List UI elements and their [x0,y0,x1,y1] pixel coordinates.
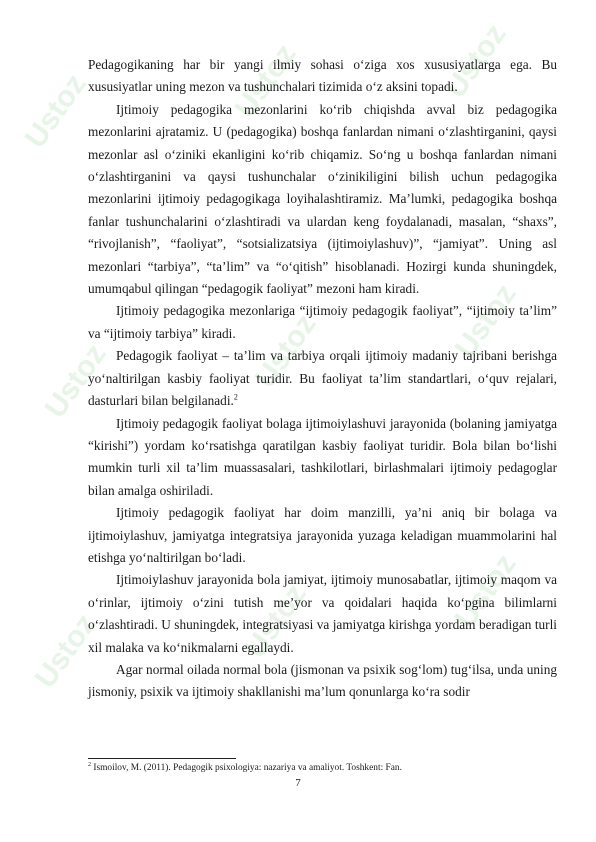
watermark-mark: Ustoz [448,278,523,365]
footnote [88,762,557,774]
watermark-mark: Ustoz [18,68,93,155]
paragraph-1: Pedagogikaning har bir yangi ilmiy sohasi o‘ziga xos xususiyatlarga ega. Bu xususiyatlar uning mezon va tushunchalari tizimida o‘z aksini topadi. [88,57,557,95]
paragraph-4-text: Pedagogik faoliyat – ta’lim va tarbiya orqali ijtimoiy madaniy tajribani berishga yo‘naltirilgan kasbiy faoliyat turidir. Bu faoliyat ta’lim standartlari, o‘quv rejalari, dasturlari bilan belgilanadi. [88,348,557,409]
paragraph-3: Ijtimoiy pedagogika mezonlariga “ijtimoiy pedagogik faoliyat”, “ijtimoiy ta’lim” va “ijtimoiy tarbiya” kiradi. [88,303,557,341]
watermark-mark: Ustoz [28,608,103,695]
paragraph-8: Agar normal oilada normal bola (jismonan va psixik sog‘lom) tug‘ilsa, unda uning jismoniy, psixik va ijtimoiy shakllanishi ma’lum qonunlarga ko‘ra sodir [88,661,557,700]
watermark-mark: Ustoz [438,18,513,105]
paragraph-6: Ijtimoiy pedagogik faoliyat har doim manzilli, ya’ni aniq bir bolaga va ijtimoiylashuv, jamiyatga integratsiya jarayonida yuzaga keladigan muammolarini hal etishga yo‘naltirilgan bo‘ladi. [88,505,557,565]
footnote-divider [88,758,236,759]
paragraph-5: Ijtimoiy pedagogik faoliyat bolaga ijtimoiylashuvi jarayonida (bolaning jamiyatga “kirishi”) yordam ko‘rsatishga qaratilgan kasbiy faoliyat turidir. Bola bilan bo‘lishi mumkin turli xil ta’lim muassasalari, tashkilotlari, birlashmalari ijtimoiy pedagoglar bilan amalga oshiriladi. [88,415,557,498]
footnote-text: Ismoilov, M. (2011). Pedagogik psixologiya: nazariya va amaliyot. Toshkent: Fan. [91,763,402,773]
watermark-mark: Ustoz [228,38,303,125]
watermark-mark: Ustoz [238,578,313,665]
watermark-mark: Ustoz [448,548,523,635]
paragraph-7: Ijtimoiylashuv jarayonida bola jamiyat, ijtimoiy munosabatlar, ijtimoiy maqom va o‘rinlar, ijtimoiy o‘zini tutish me’yor va qoidalari haqida ko‘pgina bilimlarni o‘zlashtiradi. U shuningdek, integratsiyasi va jamiyatga kirishga yordam beradigan turli xil malaka va ko‘nikmalarni egallaydi. [88,572,557,655]
page-body [88,54,557,704]
paragraph-2: Ijtimoiy pedagogika mezonlarini ko‘rib chiqishda avval biz pedagogika mezonlarini ajratamiz. U (pedagogika) boshqa fanlardan nimani o‘zlashtirganini, qaysi mezonlar asl o‘ziniki ekanligini ko‘rib chiqamiz. So‘ng u boshqa fanlardan nimani o‘zlashtirganini va qaysi tushunchalar o‘zinikiligini bilish uchun pedagogika mezonlarini ijtimoiy pedagogikaga loyihalashtiramiz. Ma’lumki, pedagogika boshqa fanlar tushunchalarini o‘zlashtiradi va ulardan keng foydalanadi, masalan, “shaxs”, “rivojlanish”, “faoliyat”, “sotsializatsiya (ijtimoiylashuv)”, “jamiyat”. Uning asl mezonlari “tarbiya”, “ta’lim” va “o‘qitish” hisoblanadi. Hozirgi kunda shuningdek, umumqabul qilingan “pedagogik faoliyat” mezoni ham kiradi. [88,101,557,297]
footnote-ref: 2 [233,392,238,402]
footnote-marker: 2 [88,761,91,768]
page-number: 7 [295,777,301,789]
watermark-mark: Ustoz [248,308,323,395]
paragraph-4 [88,345,557,412]
watermark-mark: Ustoz [38,338,113,425]
